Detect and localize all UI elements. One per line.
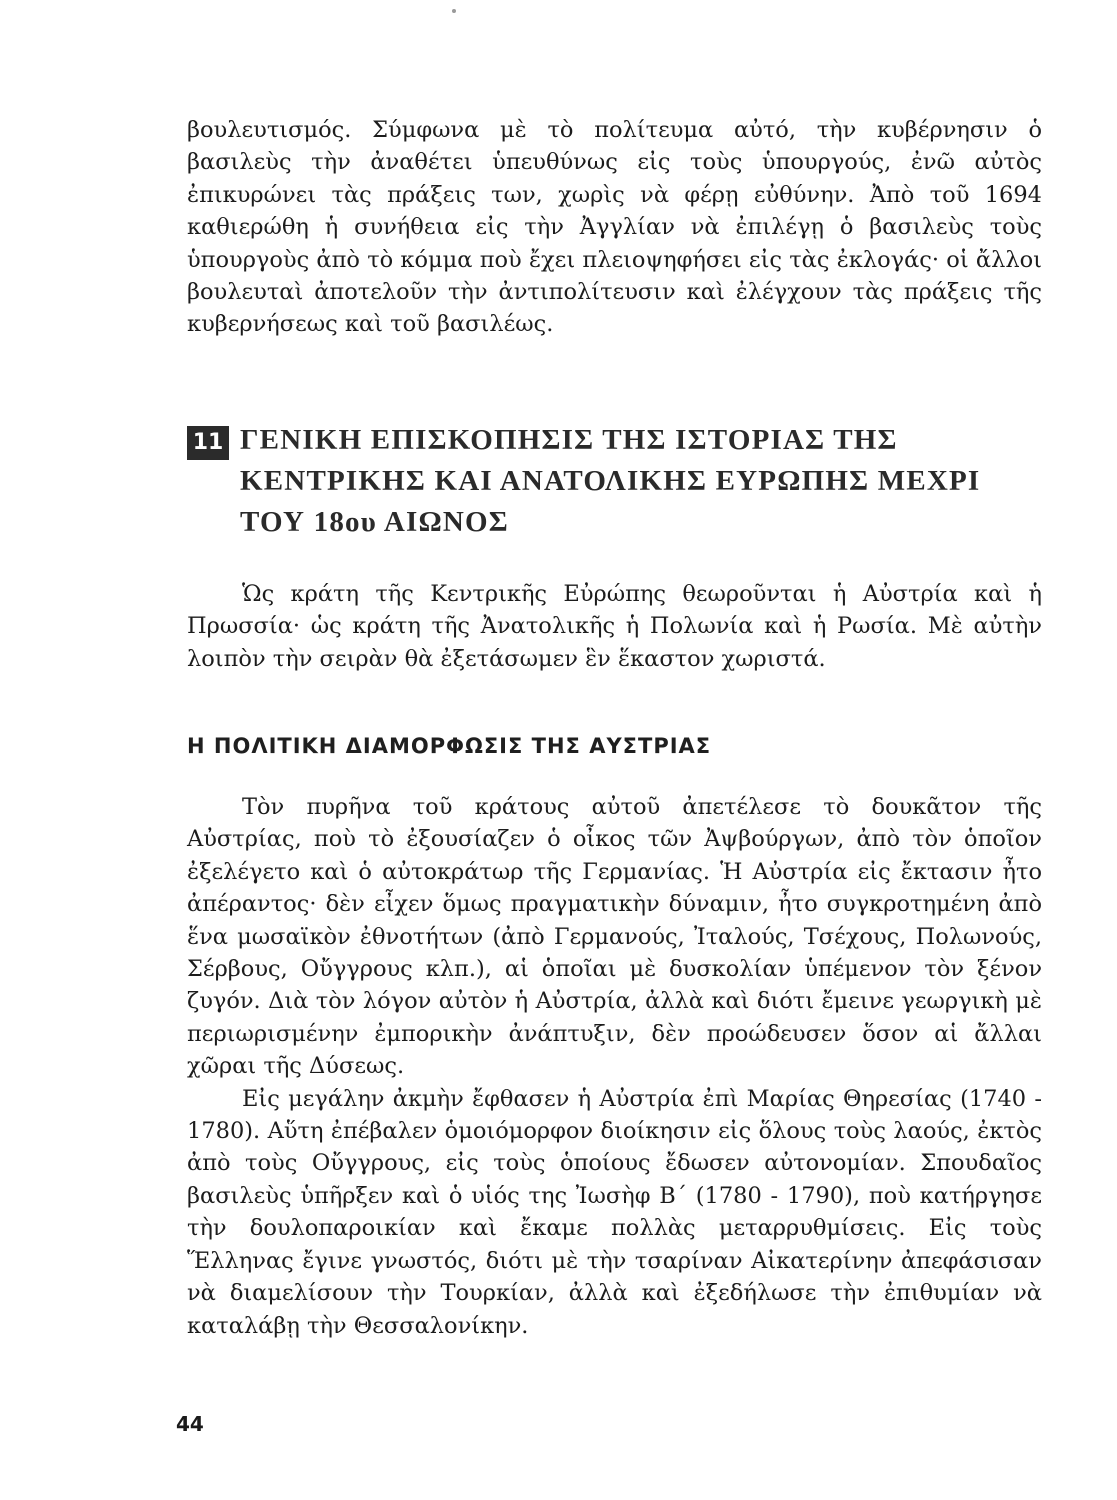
section-paragraph: Τὸν πυρῆνα τοῦ κράτους αὐτοῦ ἀπετέλεσε τὸ δουκᾶτον τῆς Αὐστρίας, ποὺ τὸ ἐξουσίαζεν ὁ οἶκος τῶν Ἀψβούργων, ἀπὸ τὸν ὁποῖον ἐξελέγετο καὶ ὁ αὐτοκράτωρ τῆς Γερμανίας. Ἡ Αὐστρία εἰς ἔκτασιν ἦτο ἀπέραντος· δὲν εἶχεν ὅμως πραγματικὴν δύναμιν, ἦτο συγκροτημένη ἀπὸ ἕνα μωσαϊκὸν ἐθνοτήτων (ἀπὸ Γερμανούς, Ἰταλούς, Τσέχους, Πολωνούς, Σέρβους, Οὔγγρους κλπ.), αἱ ὁποῖαι μὲ δυσκολίαν ὑπέμενον τὸν ξένον ζυγόν. Διὰ τὸν λόγον αὐτὸν ἡ Αὐστρία, ἀλλὰ καὶ διότι ἔμεινε γεωργικὴ μὲ περιωρισμένην ἐμπορικὴν ἀνάπτυξιν, δὲν προώδευσεν ὅσον αἱ ἄλλαι χῶραι τῆς Δύσεως. (187, 794, 1042, 1080)
section-paragraph: Εἰς μεγάλην ἀκμὴν ἔφθασεν ἡ Αὐστρία ἐπὶ Μαρίας Θηρεσίας (1740 - 1780). Αὕτη ἐπέβαλεν ὁμοιόμορφον διοίκησιν εἰς ὅλους τοὺς λαούς, ἐκτὸς ἀπὸ τοὺς Οὔγγρους, εἰς τοὺς ὁποίους ἔδωσεν αὐτονομίαν. Σπουδαῖος βασιλεὺς ὑπῆρξεν καὶ ὁ υἱός της Ἰωσὴφ Β΄ (1780 - 1790), ποὺ κατήργησε τὴν δουλοπαροικίαν καὶ ἔκαμε πολλὰς μεταρρυθμίσεις. Εἰς τοὺς Ἕλληνας ἔγινε γνωστός, διότι μὲ τὴν τσαρίναν Αἰκατερίνην ἀπεφάσισαν νὰ διαμελίσουν τὴν Τουρκίαν, ἀλλὰ καὶ ἐξεδήλωσε τὴν ἐπιθυμίαν νὰ καταλάβῃ τὴν Θεσσαλονίκην. (187, 1085, 1042, 1339)
section-heading: Η ΠΟΛΙΤΙΚΗ ΔΙΑΜΟΡΦΩΣΙΣ ΤΗΣ ΑΥΣΤΡΙΑΣ (187, 734, 712, 758)
chapter-number-badge: 11 (187, 426, 229, 460)
paper-speck (452, 9, 456, 13)
chapter-header (187, 420, 1047, 543)
intro-block (187, 114, 1042, 341)
intro-paragraph: βουλευτισμός. Σύμφωνα μὲ τὸ πολίτευμα αὐτό, τὴν κυβέρνησιν ὁ βασιλεὺς τὴν ἀναθέτει ὑπευθύνως εἰς τοὺς ὑπουργούς, ἐνῶ αὐτὸς ἐπικυρώνει τὰς πράξεις των, χωρὶς νὰ φέρῃ εὐθύνην. Ἀπὸ τοῦ 1694 καθιερώθη ἡ συνήθεια εἰς τὴν Ἀγγλίαν νὰ ἐπιλέγῃ ὁ βασιλεὺς τοὺς ὑπουργοὺς ἀπὸ τὸ κόμμα ποὺ ἔχει πλειοψηφήσει εἰς τὰς ἐκλογάς· οἱ ἄλλοι βουλευταὶ ἀποτελοῦν τὴν ἀντιπολίτευσιν καὶ ἐλέγχουν τὰς πράξεις τῆς κυβερνήσεως καὶ τοῦ βασιλέως. (187, 117, 1042, 338)
chapter-lead-paragraph: Ὡς κράτη τῆς Κεντρικῆς Εὐρώπης θεωροῦνται ἡ Αὐστρία καὶ ἡ Πρωσσία· ὡς κράτη τῆς Ἀνατολικῆς ἡ Πολωνία καὶ ἡ Ρωσία. Μὲ αὐτὴν λοιπὸν τὴν σειρὰν θὰ ἐξετάσωμεν ἓν ἕκαστον χωριστά. (187, 581, 1042, 672)
page-number: 44 (176, 1412, 204, 1436)
chapter-title: ΓΕΝΙΚΗ ΕΠΙΣΚΟΠΗΣΙΣ ΤΗΣ ΙΣΤΟΡΙΑΣ ΤΗΣ ΚΕΝΤΡΙΚΗΣ ΚΑΙ ΑΝΑΤΟΛΙΚΗΣ ΕΥΡΩΠΗΣ ΜΕΧΡΙ ΤΟΥ 18ου ΑΙΩΝΟΣ (240, 424, 981, 538)
section-body (187, 791, 1042, 1342)
chapter-lead-block (187, 578, 1042, 675)
